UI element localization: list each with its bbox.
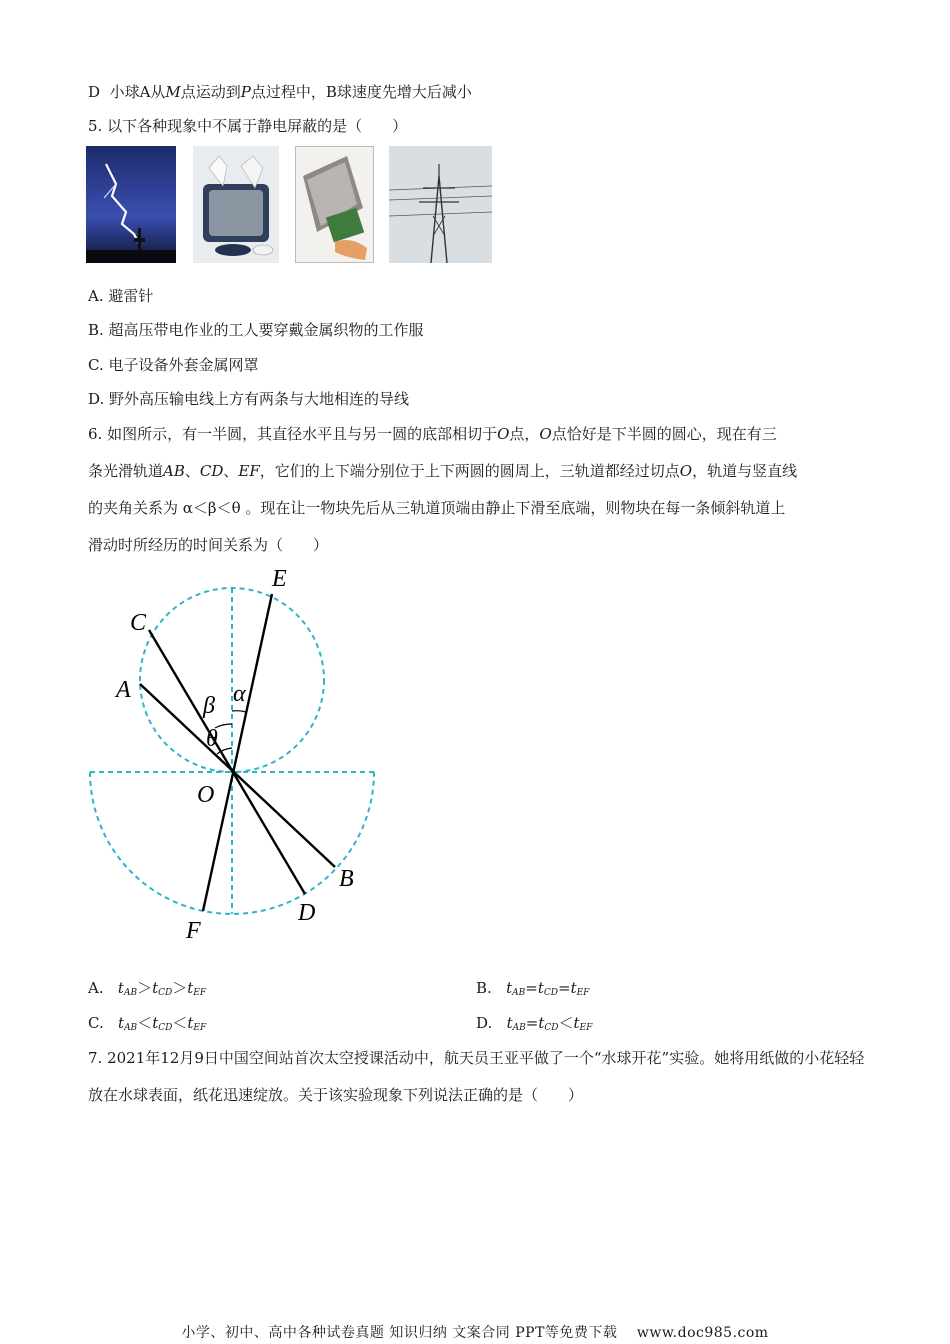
track-cd xyxy=(149,630,305,894)
label-beta: β xyxy=(203,693,215,719)
q5-option-d: D. 野外高压输电线上方有两条与大地相连的导线 xyxy=(88,390,410,408)
label-c: C xyxy=(130,610,147,636)
q6-option-c: C. $t_{AB}<t_{CD}<t_{EF}$ xyxy=(88,1014,207,1033)
power-line-tower-photo xyxy=(389,146,492,263)
label-e: E xyxy=(272,566,287,592)
q6-stem-line1: 6. 如图所示，有一半圆，其直径水平且与另一圆的底部相切于O点，O点恰好是下半圆的圆心，现在有三 xyxy=(88,425,777,443)
metal-suit-photo xyxy=(193,146,279,263)
page-footer: 小学、初中、高中各种试卷真题 知识归纳 文案合同 PPT等免费下载 www.doc985.com xyxy=(181,1325,769,1341)
track-ab xyxy=(140,684,335,867)
q6-stem-line2: 条光滑轨道AB、CD、EF，它们的上下端分别位于上下两圆的圆周上，三轨道都经过切点O，轨道与竖直线 xyxy=(88,462,798,480)
q5-stem: 5. 以下各种现象中不属于静电屏蔽的是（ ） xyxy=(88,117,408,135)
q6-stem-line4: 滑动时所经历的时间关系为（ ） xyxy=(88,536,329,554)
q6-option-a: A. $t_{AB}>t_{CD}>t_{EF}$ xyxy=(88,979,207,998)
label-b: B xyxy=(339,866,354,892)
q4-option-d: D 小球A从M点运动到P点过程中，B球速度先增大后减小 xyxy=(88,83,472,101)
lightning-rod-photo xyxy=(86,146,176,263)
label-d: D xyxy=(298,900,316,926)
alpha-arc xyxy=(232,711,246,712)
q5-option-a: A. 避雷针 xyxy=(88,287,154,305)
q6-stem-line3: 的夹角关系为 α＜β＜θ 。现在让一物块先后从三轨道顶端由静止下滑至底端，则物块在每一条倾斜轨道上 xyxy=(88,499,786,517)
label-f: F xyxy=(186,918,201,944)
label-theta: θ xyxy=(206,726,218,752)
metal-mesh-cover-photo xyxy=(295,146,374,263)
q5-option-b: B. 超高压带电作业的工人要穿戴金属织物的工作服 xyxy=(88,321,424,339)
q6-geometry-diagram xyxy=(80,560,390,950)
label-alpha: α xyxy=(233,681,246,707)
q7-stem: 7. 2021年12月9日中国空间站首次太空授课活动中，航天员王亚平做了一个“水球开花”实验。她将用纸做的小花轻轻放在水球表面，纸花迅速绽放。关于该实验现象下列说法正确的是（ ） xyxy=(88,1049,865,1104)
q6-option-b: B. $t_{AB}=t_{CD}=t_{EF}$ xyxy=(476,979,590,998)
label-a: A xyxy=(116,677,131,703)
q5-option-c: C. 电子设备外套金属网罩 xyxy=(88,356,259,374)
q6-option-d: D. $t_{AB}=t_{CD}<t_{EF}$ xyxy=(476,1014,593,1033)
label-o: O xyxy=(197,782,215,808)
